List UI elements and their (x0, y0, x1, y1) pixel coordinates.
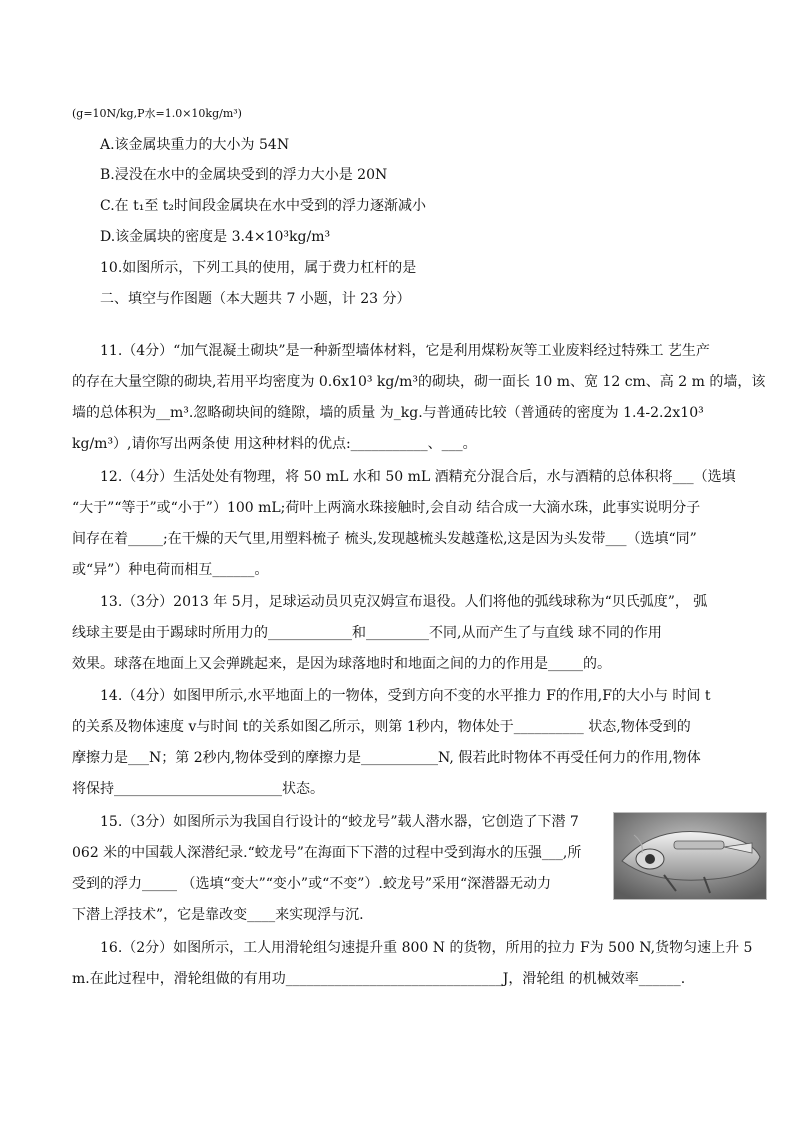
q9-option-d: D.该金属块的密度是 3.4×10³kg/m³ (100, 229, 331, 245)
q12-line-4: 或“异”）种电荷而相互______。 (72, 562, 269, 578)
section-title: 二、填空与作图题（本大题共 7 小题，计 23 分） (100, 291, 411, 307)
q11-line-2: 的存在大量空隙的砌块,若用平均密度为 0.6x10³ kg/m³的砌块，砌一面长 10 m、宽 12 cm、高 2 m 的墙，该 (72, 374, 766, 390)
q9-option-b: B.浸没在水中的金属块受到的浮力大小是 20N (100, 167, 388, 183)
q14-line-3: 摩擦力是___N；第 2秒内,物体受到的摩擦力是___________N, 假若此时物体不再受任何力的作用,物体 (72, 750, 701, 766)
q16-line-1: 16.（2分）如图所示，工人用滑轮组匀速提升重 800 N 的货物，所用的拉力 F为 500 N,货物匀速上升 5 (100, 940, 753, 956)
q13-line-3: 效果。球落在地面上又会弹跳起来，是因为球落地时和地面之间的力的作用是_____的。 (72, 656, 611, 672)
header-note: (g=10N/kg,P水=1.0×10kg/m³) (72, 107, 242, 120)
q9-option-a: A.该金属块重力的大小为 54N (100, 137, 290, 153)
q12-line-3: 间存在着_____;在干燥的天气里,用塑料梳子 梳头,发现越梳头发越蓬松,这是因为头发带___（选填“同” (72, 531, 697, 547)
q15-line-3: 受到的浮力_____ （选填“变大”“变小”或“不变”）.蛟龙号”采用“深潜器无动力 (72, 876, 552, 892)
q15-line-4: 下潜上浮技术”，它是靠改变____来实现浮与沉. (72, 907, 364, 923)
q11-line-4: kg/m³）,请你写出两条使 用这种材料的优点:___________、___。 (72, 436, 477, 452)
q14-line-4: 将保持________________________状态。 (72, 781, 324, 797)
q14-line-2: 的关系及物体速度 v与时间 t的关系如图乙所示，则第 1秒内，物体处于__________ 状态,物体受到的 (72, 719, 691, 735)
q15-line-1: 15.（3分）如图所示为我国自行设计的“蛟龙号”载人潜水器，它创造了下潜 7 (100, 814, 579, 830)
q14-line-1: 14.（4分）如图甲所示,水平地面上的一物体，受到方向不变的水平推力 F的作用,F的大小与 时间 t (100, 688, 711, 704)
q13-line-1: 13.（3分）2013 年 5月，足球运动员贝克汉姆宣布退役。人们将他的弧线球称为“贝氏弧度”， 弧 (100, 594, 708, 610)
submersible-photo (613, 812, 767, 900)
q16-line-2: m.在此过程中，滑轮组做的有用功_______________________________J，滑轮组 的机械效率______. (72, 971, 686, 987)
q9-option-c: C.在 t₁至 t₂时间段金属块在水中受到的浮力逐渐减小 (100, 198, 427, 214)
q11-line-3: 墙的总体积为__m³.忽略砌块间的缝隙，墙的质量 为_kg.与普通砖比较（普通砖的密度为 1.4-2.2x10³ (72, 405, 704, 421)
q12-line-2: “大于”“等于”或“小于”）100 mL;荷叶上两滴水珠接触时,会自动 结合成一大滴水珠，此事实说明分子 (72, 500, 701, 516)
q11-line-1: 11.（4分）“加气混凝土砌块”是一种新型墙体材料，它是利用煤粉灰等工业废料经过特殊工 艺生产 (100, 343, 710, 359)
q15-line-2: 062 米的中国载人深潜纪录.“蛟龙号”在海面下下潜的过程中受到海水的压强___,所 (72, 845, 582, 861)
q12-line-1: 12.（4分）生活处处有物理，将 50 mL 水和 50 mL 酒精充分混合后，水与酒精的总体积将___（选填 (100, 469, 736, 485)
q13-line-2: 线球主要是由于踢球时所用力的____________和_________不同,从而产生了与直线 球不同的作用 (72, 625, 662, 641)
question-10: 10.如图所示，下列工具的使用，属于费力杠杆的是 (100, 260, 417, 276)
